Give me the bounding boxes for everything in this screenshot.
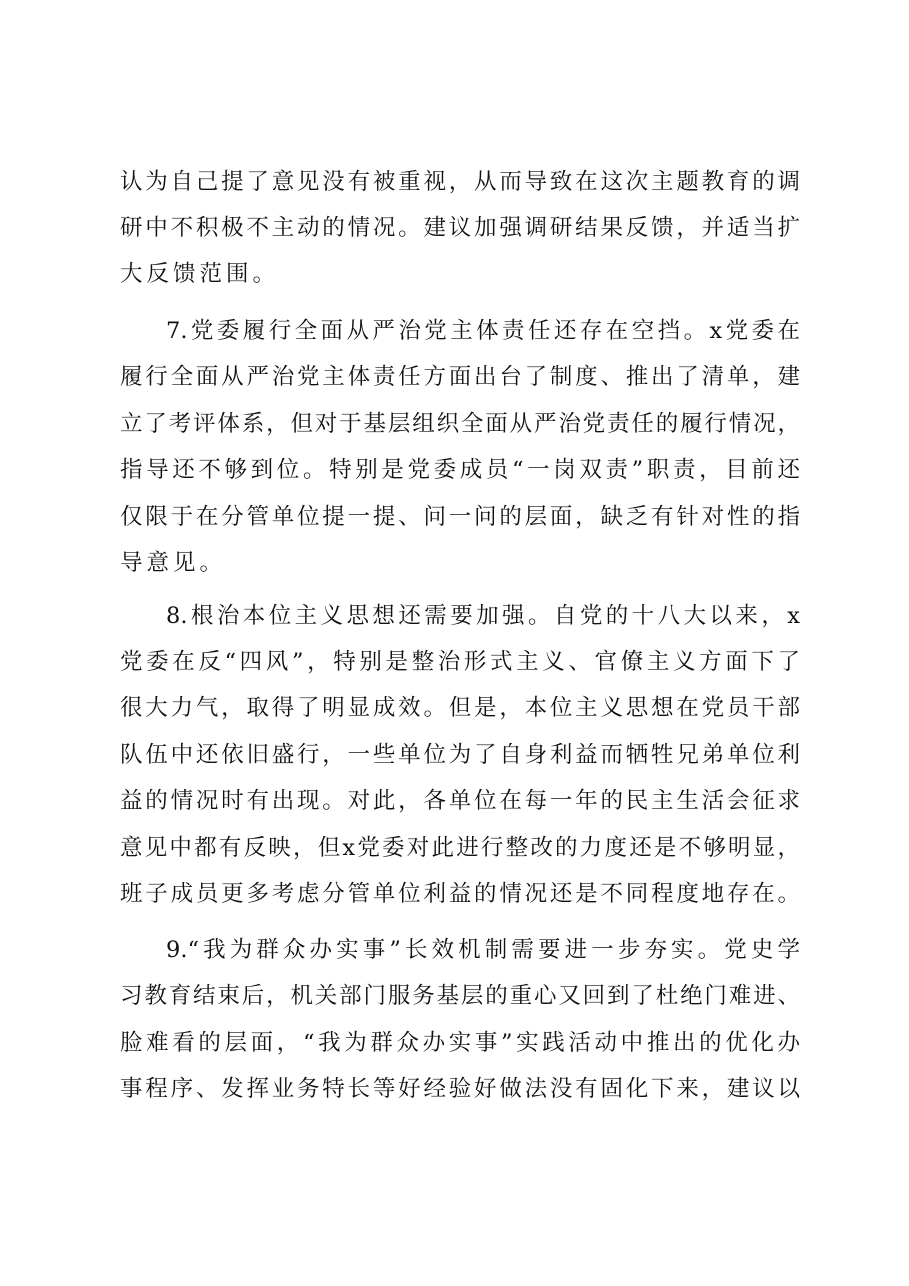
text-line: 益的情况时有出现。对此，各单位在每一年的民主生活会征求 — [120, 788, 800, 814]
paragraph-heading-line: 8.根治本位主义思想还需要加强。自党的十八大以来，x — [166, 603, 800, 629]
text-line: 大反馈范围。 — [120, 261, 280, 287]
text-line: 队伍中还依旧盛行，一些单位为了自身利益而牺牲兄弟单位利 — [120, 742, 800, 768]
text-line: 立了考评体系，但对于基层组织全面从严治党责任的履行情况， — [120, 411, 800, 437]
text-line: 脸难看的层面，“我为群众办实事”实践活动中推出的优化办 — [120, 1030, 800, 1056]
paragraph-heading-line: 7.党委履行全面从严治党主体责任还存在空挡。x党委在 — [166, 318, 800, 344]
text-line: 意见中都有反映，但x党委对此进行整改的力度还是不够明显， — [120, 835, 800, 861]
text-line: 很大力气，取得了明显成效。但是，本位主义思想在党员干部 — [120, 695, 800, 721]
text-line: 研中不积极不主动的情况。建议加强调研结果反馈，并适当扩 — [120, 215, 800, 241]
text-line: 履行全面从严治党主体责任方面出台了制度、推出了清单，建 — [120, 364, 800, 390]
text-line: 导意见。 — [120, 550, 227, 576]
text-line: 班子成员更多考虑分管单位利益的情况还是不同程度地存在。 — [120, 881, 800, 907]
text-line: 指导还不够到位。特别是党委成员“一岗双责”职责，目前还 — [120, 457, 800, 483]
text-line: 仅限于在分管单位提一提、问一问的层面，缺乏有针对性的指 — [120, 504, 800, 530]
text-line: 党委在反“四风”，特别是整治形式主义、官僚主义方面下了 — [120, 649, 800, 675]
text-line: 事程序、发挥业务特长等好经验好做法没有固化下来，建议以 — [120, 1076, 800, 1102]
text-line: 认为自己提了意见没有被重视，从而导致在这次主题教育的调 — [120, 169, 800, 195]
text-line: 习教育结束后，机关部门服务基层的重心又回到了杜绝门难进、 — [120, 983, 800, 1009]
paragraph-heading-line: 9.“我为群众办实事”长效机制需要进一步夯实。党史学 — [166, 937, 800, 963]
